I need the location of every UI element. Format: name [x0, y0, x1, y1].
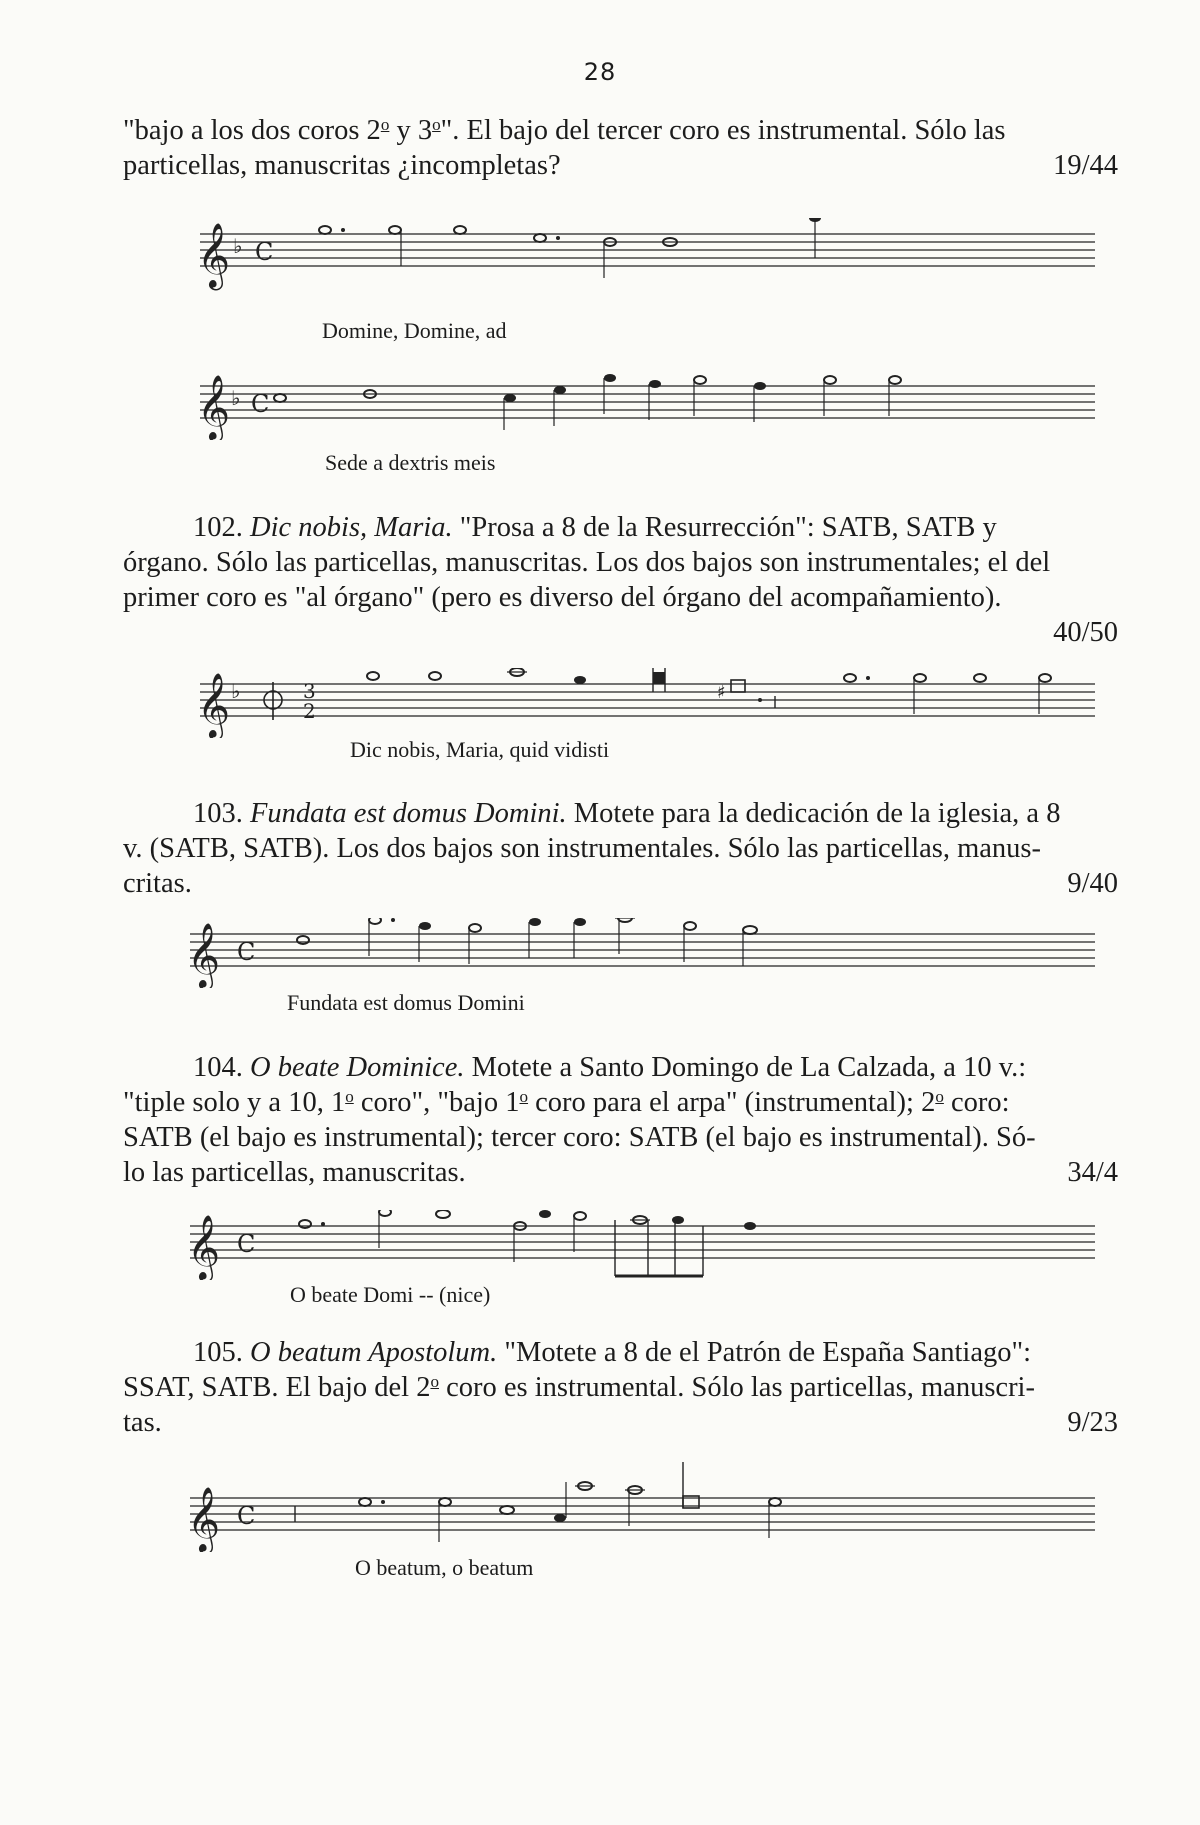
catalog-number: 34/4: [1067, 1157, 1118, 1188]
entry-title: O beate Dominice.: [250, 1052, 465, 1083]
entry-text: coro para el arpa" (instrumental); 2: [528, 1087, 936, 1118]
entry-number: 102.: [193, 512, 243, 543]
ordinal-mark: o: [432, 115, 441, 134]
staff-notation: [195, 218, 1100, 298]
svg-text:𝄞: 𝄞: [187, 923, 221, 988]
entry-number: 105.: [193, 1337, 243, 1368]
catalog-number: 40/50: [1053, 617, 1118, 648]
catalog-entry-105: [123, 1335, 1118, 1440]
incipit-text: O beatum, o beatum: [355, 1555, 534, 1580]
incipit-text: Fundata est domus Domini: [287, 990, 525, 1015]
music-staff: [185, 1462, 1100, 1552]
entry-text: tas.: [123, 1407, 162, 1438]
svg-text:𝄞: 𝄞: [197, 223, 231, 288]
incipit-text: O beate Domi -- (nice): [290, 1282, 491, 1307]
svg-text:♭: ♭: [231, 679, 241, 703]
svg-text:𝄞: 𝄞: [197, 673, 231, 738]
svg-text:𝄞: 𝄞: [187, 1215, 221, 1280]
intro-text: y 3: [389, 115, 433, 146]
entry-text: "Motete a 8 de el Patrón de España Santiago":: [497, 1337, 1032, 1368]
svg-text:C: C: [251, 390, 270, 418]
svg-text:C: C: [255, 238, 274, 266]
entry-text: Motete a Santo Domingo de La Calzada, a 10 v.:: [464, 1052, 1027, 1083]
ordinal-mark: o: [519, 1087, 529, 1106]
staff-notation: [185, 918, 1100, 988]
ordinal-mark: o: [430, 1372, 439, 1391]
intro-text: "bajo a los dos coros 2: [123, 115, 381, 146]
staff-notation: [185, 1462, 1100, 1552]
catalog-entry-104: [123, 1050, 1118, 1190]
entry-text: "tiple solo y a 10, 1: [123, 1087, 346, 1118]
svg-text:𝄞: 𝄞: [197, 375, 231, 440]
catalog-number: 9/40: [1067, 868, 1118, 899]
incipit-text: Sede a dextris meis: [325, 450, 496, 475]
entry-text: lo las particellas, manuscritas.: [123, 1157, 466, 1188]
svg-text:♭: ♭: [233, 234, 243, 258]
entry-number: 104.: [193, 1052, 243, 1083]
entry-text: Motete para la dedicación de la iglesia, a 8: [566, 798, 1061, 829]
catalog-entry-102: [123, 510, 1118, 650]
svg-text:♯: ♯: [717, 682, 726, 703]
incipit-text: Domine, Domine, ad: [322, 318, 507, 343]
catalog-number: 19/44: [1053, 150, 1118, 181]
entry-text: coro:: [943, 1087, 1010, 1118]
music-staff: [185, 1210, 1100, 1280]
catalog-entry-103: [123, 796, 1118, 901]
page-number: 28: [583, 58, 617, 86]
entry-text: critas.: [123, 868, 192, 899]
svg-text:3: 3: [303, 679, 316, 703]
entry-text: primer coro es "al órgano" (pero es diverso del órgano del acompañamiento).: [123, 582, 1002, 613]
entry-text: v. (SATB, SATB). Los dos bajos son instrumentales. Sólo las particellas, manus-: [123, 833, 1041, 864]
svg-text:C: C: [237, 938, 256, 966]
svg-text:𝄞: 𝄞: [187, 1487, 221, 1552]
ordinal-mark: o: [935, 1087, 944, 1106]
intro-text: particellas, manuscritas ¿incompletas?: [123, 150, 561, 181]
music-staff: [195, 218, 1100, 298]
staff-notation: [185, 1210, 1100, 1280]
entry-text: SATB (el bajo es instrumental); tercer coro: SATB (el bajo es instrumental). Só-: [123, 1122, 1036, 1153]
entry-title: Fundata est domus Domini.: [250, 798, 567, 829]
intro-text: ". El bajo del tercer coro es instrumental. Sólo las: [440, 115, 1006, 146]
staff-notation: [195, 370, 1100, 440]
svg-text:♭: ♭: [231, 386, 241, 410]
entry-text: coro es instrumental. Sólo las particellas, manuscri-: [439, 1372, 1035, 1403]
ordinal-mark: o: [380, 115, 390, 134]
svg-text:2: 2: [303, 699, 316, 723]
music-staff: [195, 668, 1100, 738]
svg-text:C: C: [237, 1502, 256, 1530]
entry-title: O beatum Apostolum.: [250, 1337, 498, 1368]
svg-text:C: C: [237, 1230, 256, 1258]
music-staff: [185, 918, 1100, 988]
entry-title: Dic nobis, Maria.: [250, 512, 453, 543]
incipit-text: Dic nobis, Maria, quid vidisti: [350, 737, 610, 762]
entry-text: coro", "bajo 1: [353, 1087, 520, 1118]
intro-paragraph: [123, 113, 1118, 183]
entry-text: órgano. Sólo las particellas, manuscritas. Los dos bajos son instrumentales; el del: [123, 547, 1051, 578]
staff-notation: [195, 668, 1100, 738]
ordinal-mark: o: [345, 1087, 354, 1106]
entry-text: SSAT, SATB. El bajo del 2: [123, 1372, 431, 1403]
entry-number: 103.: [193, 798, 243, 829]
entry-text: "Prosa a 8 de la Resurrección": SATB, SATB y: [452, 512, 997, 543]
catalog-number: 9/23: [1067, 1407, 1118, 1438]
music-staff: [195, 370, 1100, 440]
